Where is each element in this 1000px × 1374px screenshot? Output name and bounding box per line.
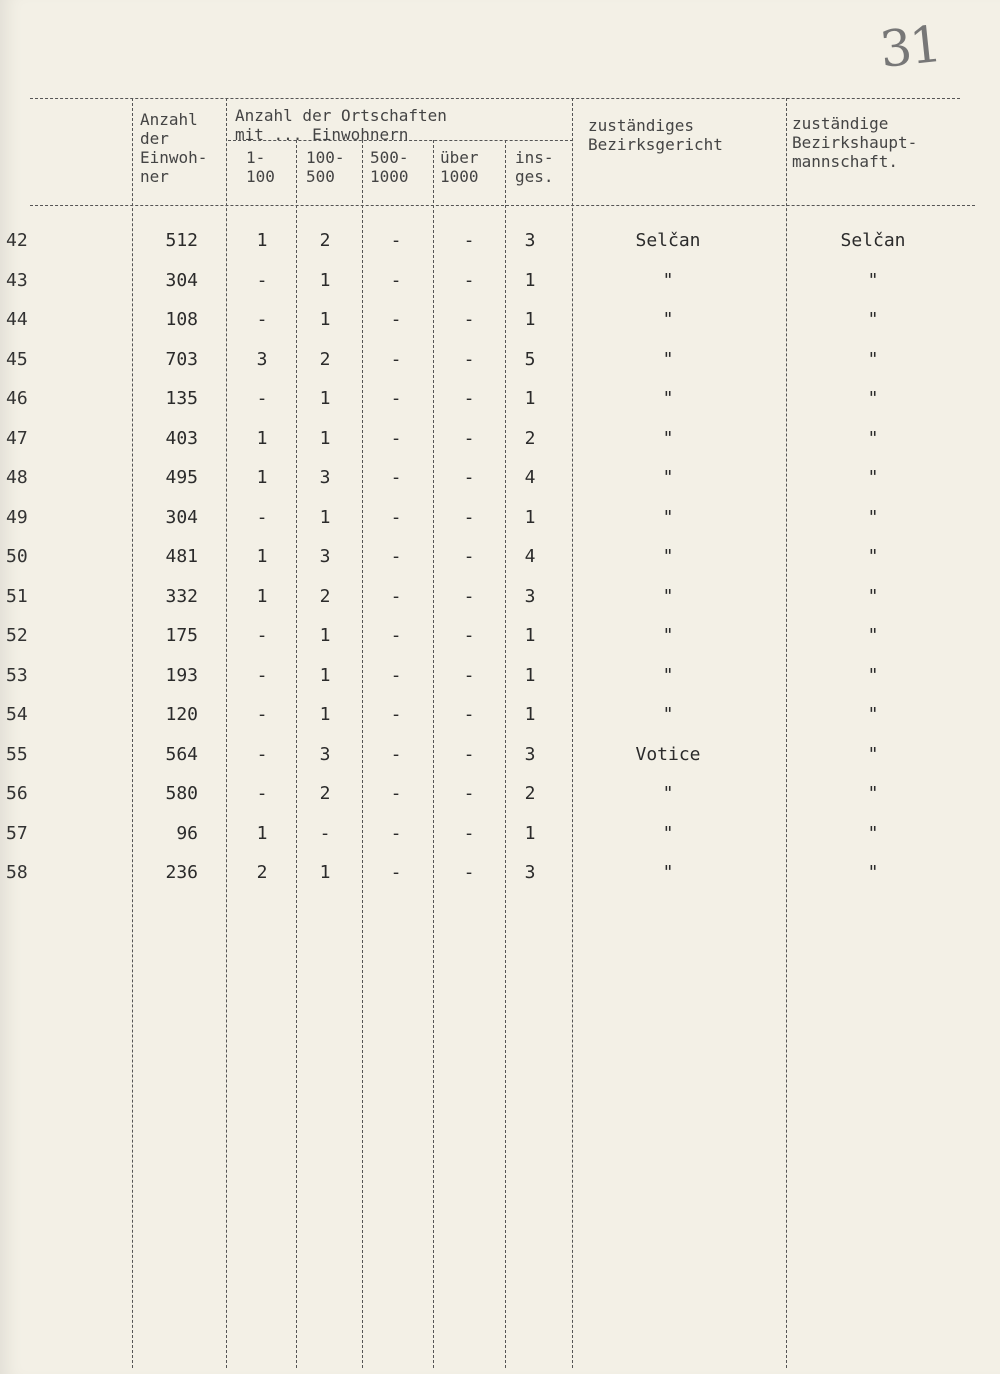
- row-number: 47: [6, 427, 28, 449]
- count-over-1000-cell: -: [463, 230, 475, 251]
- count-500-1000-cell: -: [390, 309, 402, 330]
- row-number: 42: [6, 230, 28, 251]
- count-over-1000-cell: -: [463, 506, 475, 528]
- count-100-500-cell: 1: [319, 427, 331, 449]
- total-cell: 2: [524, 783, 536, 804]
- district-court-cell: ": [662, 862, 674, 883]
- total-cell: 1: [524, 506, 536, 528]
- count-100-500-cell: 1: [319, 388, 331, 409]
- count-1-100-cell: -: [256, 388, 268, 409]
- total-cell: 3: [524, 585, 536, 607]
- row-number: 43: [6, 269, 28, 291]
- count-500-1000-cell: -: [390, 822, 402, 844]
- population-cell: 564: [165, 743, 198, 765]
- count-over-1000-cell: -: [463, 348, 475, 370]
- row-number: 44: [6, 309, 28, 330]
- population-cell: 403: [165, 427, 198, 449]
- total-cell: 4: [524, 467, 536, 488]
- count-1-100-cell: -: [256, 704, 268, 725]
- count-over-1000-cell: -: [463, 664, 475, 686]
- row-number: 53: [6, 664, 28, 686]
- district-court-cell: ": [662, 664, 674, 686]
- population-cell: 512: [165, 230, 198, 251]
- district-court-cell: ": [662, 269, 674, 291]
- total-cell: 1: [524, 388, 536, 409]
- count-over-1000-cell: -: [463, 269, 475, 291]
- population-cell: 175: [165, 625, 198, 646]
- district-office-cell: Selčan: [840, 230, 906, 251]
- header-range-100-500: 100- 500: [306, 148, 345, 186]
- total-cell: 1: [524, 625, 536, 646]
- count-over-1000-cell: -: [463, 783, 475, 804]
- count-over-1000-cell: -: [463, 546, 475, 567]
- district-office-cell: ": [867, 743, 879, 765]
- column-divider: [132, 98, 133, 1368]
- district-office-cell: ": [867, 783, 879, 804]
- total-cell: 3: [524, 862, 536, 883]
- count-over-1000-cell: -: [463, 309, 475, 330]
- district-office-cell: ": [867, 348, 879, 370]
- header-district-court: zuständiges Bezirksgericht: [588, 116, 723, 154]
- population-cell: 304: [165, 269, 198, 291]
- column-divider: [572, 98, 573, 1368]
- district-court-cell: ": [662, 822, 674, 844]
- count-500-1000-cell: -: [390, 506, 402, 528]
- count-1-100-cell: 1: [256, 427, 268, 449]
- population-cell: 481: [165, 546, 198, 567]
- total-cell: 1: [524, 704, 536, 725]
- count-500-1000-cell: -: [390, 427, 402, 449]
- population-cell: 193: [165, 664, 198, 686]
- row-number: 55: [6, 743, 28, 765]
- count-100-500-cell: 1: [319, 506, 331, 528]
- count-500-1000-cell: -: [390, 230, 402, 251]
- count-1-100-cell: -: [256, 506, 268, 528]
- row-number: 52: [6, 625, 28, 646]
- population-cell: 580: [165, 783, 198, 804]
- column-divider: [362, 140, 363, 1368]
- count-500-1000-cell: -: [390, 664, 402, 686]
- district-court-cell: ": [662, 625, 674, 646]
- population-cell: 304: [165, 506, 198, 528]
- count-500-1000-cell: -: [390, 269, 402, 291]
- total-cell: 1: [524, 822, 536, 844]
- population-cell: 108: [165, 309, 198, 330]
- district-office-cell: ": [867, 269, 879, 291]
- district-court-cell: ": [662, 427, 674, 449]
- count-1-100-cell: 1: [256, 822, 268, 844]
- district-court-cell: ": [662, 506, 674, 528]
- count-100-500-cell: -: [319, 822, 331, 844]
- count-1-100-cell: -: [256, 664, 268, 686]
- count-over-1000-cell: -: [463, 743, 475, 765]
- count-1-100-cell: -: [256, 743, 268, 765]
- total-cell: 1: [524, 664, 536, 686]
- total-cell: 3: [524, 230, 536, 251]
- row-number: 51: [6, 585, 28, 607]
- count-100-500-cell: 3: [319, 743, 331, 765]
- total-cell: 2: [524, 427, 536, 449]
- count-500-1000-cell: -: [390, 625, 402, 646]
- district-court-cell: ": [662, 585, 674, 607]
- total-cell: 5: [524, 348, 536, 370]
- count-1-100-cell: 1: [256, 230, 268, 251]
- population-cell: 120: [165, 704, 198, 725]
- district-court-cell: Votice: [635, 743, 701, 765]
- header-settlements: Anzahl der Ortschaften mit ... Einwohnern: [235, 106, 447, 144]
- population-cell: 495: [165, 467, 198, 488]
- district-office-cell: ": [867, 427, 879, 449]
- district-office-cell: ": [867, 506, 879, 528]
- population-cell: 135: [165, 388, 198, 409]
- row-number: 56: [6, 783, 28, 804]
- count-1-100-cell: 1: [256, 467, 268, 488]
- row-number: 49: [6, 506, 28, 528]
- row-number: 58: [6, 862, 28, 883]
- count-1-100-cell: 2: [256, 862, 268, 883]
- row-number: 54: [6, 704, 28, 725]
- district-office-cell: ": [867, 467, 879, 488]
- population-cell: 96: [176, 822, 198, 844]
- row-number: 46: [6, 388, 28, 409]
- count-100-500-cell: 2: [319, 348, 331, 370]
- count-500-1000-cell: -: [390, 546, 402, 567]
- population-cell: 332: [165, 585, 198, 607]
- total-cell: 1: [524, 269, 536, 291]
- count-over-1000-cell: -: [463, 388, 475, 409]
- district-office-cell: ": [867, 862, 879, 883]
- row-number: 45: [6, 348, 28, 370]
- row-number: 50: [6, 546, 28, 567]
- count-100-500-cell: 3: [319, 467, 331, 488]
- count-100-500-cell: 1: [319, 862, 331, 883]
- header-range-1-100: 1- 100: [246, 148, 275, 186]
- count-over-1000-cell: -: [463, 822, 475, 844]
- count-over-1000-cell: -: [463, 704, 475, 725]
- count-500-1000-cell: -: [390, 862, 402, 883]
- header-district-office: zuständige Bezirkshaupt- mannschaft.: [792, 114, 918, 171]
- count-1-100-cell: -: [256, 269, 268, 291]
- count-100-500-cell: 1: [319, 664, 331, 686]
- total-cell: 3: [524, 743, 536, 765]
- district-office-cell: ": [867, 664, 879, 686]
- district-office-cell: ": [867, 388, 879, 409]
- total-cell: 1: [524, 309, 536, 330]
- count-100-500-cell: 1: [319, 625, 331, 646]
- count-500-1000-cell: -: [390, 783, 402, 804]
- district-court-cell: ": [662, 704, 674, 725]
- count-500-1000-cell: -: [390, 348, 402, 370]
- count-1-100-cell: 1: [256, 585, 268, 607]
- row-number: 48: [6, 467, 28, 488]
- count-500-1000-cell: -: [390, 388, 402, 409]
- population-cell: 703: [165, 348, 198, 370]
- district-court-cell: ": [662, 348, 674, 370]
- district-court-cell: ": [662, 783, 674, 804]
- district-court-cell: Selčan: [635, 230, 701, 251]
- district-court-cell: ": [662, 467, 674, 488]
- column-divider: [786, 98, 787, 1368]
- count-over-1000-cell: -: [463, 467, 475, 488]
- district-office-cell: ": [867, 585, 879, 607]
- header-total: ins- ges.: [515, 148, 554, 186]
- district-court-cell: ": [662, 388, 674, 409]
- count-over-1000-cell: -: [463, 862, 475, 883]
- header-range-500-1000: 500- 1000: [370, 148, 409, 186]
- count-100-500-cell: 2: [319, 585, 331, 607]
- count-100-500-cell: 3: [319, 546, 331, 567]
- table-top-rule: [30, 98, 960, 99]
- count-100-500-cell: 1: [319, 269, 331, 291]
- district-office-cell: ": [867, 822, 879, 844]
- district-office-cell: ": [867, 309, 879, 330]
- count-over-1000-cell: -: [463, 585, 475, 607]
- column-divider: [433, 140, 434, 1368]
- district-court-cell: ": [662, 309, 674, 330]
- count-500-1000-cell: -: [390, 704, 402, 725]
- district-office-cell: ": [867, 704, 879, 725]
- count-1-100-cell: -: [256, 625, 268, 646]
- count-100-500-cell: 1: [319, 309, 331, 330]
- count-100-500-cell: 2: [319, 783, 331, 804]
- header-range-over-1000: über 1000: [440, 148, 479, 186]
- total-cell: 4: [524, 546, 536, 567]
- row-number: 57: [6, 822, 28, 844]
- count-1-100-cell: -: [256, 783, 268, 804]
- table-header-bottom-rule: [30, 205, 975, 206]
- page-number: 31: [877, 15, 943, 79]
- count-1-100-cell: 1: [256, 546, 268, 567]
- district-court-cell: ": [662, 546, 674, 567]
- count-100-500-cell: 2: [319, 230, 331, 251]
- count-500-1000-cell: -: [390, 467, 402, 488]
- district-office-cell: ": [867, 625, 879, 646]
- count-over-1000-cell: -: [463, 625, 475, 646]
- count-100-500-cell: 1: [319, 704, 331, 725]
- count-500-1000-cell: -: [390, 743, 402, 765]
- column-divider: [226, 98, 227, 1368]
- header-population: Anzahl der Einwoh- ner: [140, 110, 208, 186]
- count-1-100-cell: -: [256, 309, 268, 330]
- district-office-cell: ": [867, 546, 879, 567]
- population-cell: 236: [165, 862, 198, 883]
- count-500-1000-cell: -: [390, 585, 402, 607]
- count-over-1000-cell: -: [463, 427, 475, 449]
- count-1-100-cell: 3: [256, 348, 268, 370]
